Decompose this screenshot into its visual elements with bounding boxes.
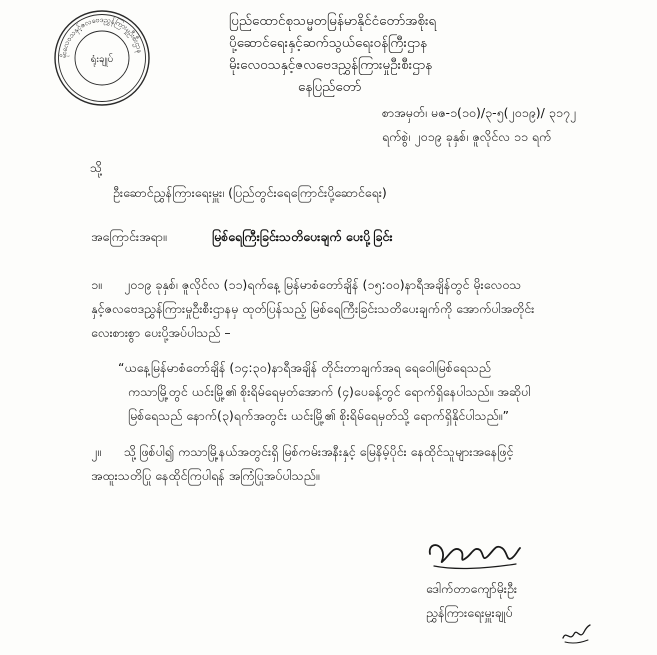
to-label: သို့	[90, 160, 103, 175]
seal-center-text: ရုံးချုပ်	[90, 54, 114, 65]
letterhead-government: ပြည်ထောင်စုသမ္မတမြန်မာနိုင်ငံတော်အစိုးရ	[229, 13, 437, 29]
quote-line-1: “ယနေ့မြန်မာစံတော်ချိန် (၁၄:၃၀)နာရီအချိန် တိုင်းတာချက်အရ ရေဝေါ၊မြစ်ရေသည်	[118, 360, 491, 375]
letterhead-department: မိုးလေဝသနှင့်ဇလဗေဒညွှန်ကြားမှုဦးစီးဌာန	[229, 57, 433, 73]
subject-label: အကြောင်းအရာ။	[91, 229, 167, 244]
quote-line-3: မြစ်ရေသည် နောက်(၃)ရက်အတွင်း ယင်းမြို့၏ စိုးရိမ်ရေမှတ်သို့ ရောက်ရှိနိုင်ပါသည်။”	[128, 408, 509, 423]
signatory-name: ဒေါက်တာကျော်မိုးဦး	[426, 581, 518, 596]
signatory-title: ညွှန်ကြားရေးမှူးချုပ်	[426, 605, 513, 620]
recipient: ဦးဆောင်ညွှန်ကြားရေးမှူး၊ (ပြည်တွင်းရေကြောင်းပို့ဆောင်ရေး)	[113, 185, 387, 200]
paragraph-2-line-2: အထူးသတိပြု နေထိုင်ကြပါရန် အကြံပြုအပ်ပါသည်။	[91, 468, 320, 483]
paragraph-1-line-1: ၂၀၁၉ ခုနှစ်၊ ဇူလိုင်လ (၁၁)ရက်နေ့ မြန်မာစံတော်ချိန် (၁၅:၀၀)နာရီအချိန်တွင် မိုးလေဝသ	[124, 277, 522, 292]
department-seal-icon	[52, 8, 152, 108]
quote-line-2: ကသာမြို့တွင် ယင်းမြို့၏ စိုးရိမ်ရေမှတ်အောက် (၄)ပေခန့်တွင် ရောက်ရှိနေပါသည်။ အဆိုပါ	[128, 384, 531, 399]
letterhead-city: နေပြည်တော်	[298, 79, 362, 95]
paragraph-1-number: ၁။	[91, 277, 102, 292]
paragraph-2-line-1: သို့ဖြစ်ပါ၍ ကသာမြို့နယ်အတွင်းရှိ မြစ်ကမ်းအနီးနှင့် မြေနိမ့်ပိုင်း နေထိုင်သူများအနေဖြင့်	[124, 444, 514, 459]
subject-text: မြစ်ရေကြီးခြင်းသတိပေးချက် ပေးပို့ခြင်း	[212, 229, 393, 244]
letter-date: ရက်စွဲ၊ ၂၀၁၉ ခုနှစ်၊ ဇူလိုင်လ ၁၁ ရက်	[382, 129, 552, 144]
letter-number: စာအမှတ်၊ မဇ-၁(၁၀)/၃-၅(၂၀၁၉)/ ၃၁၇၂	[382, 105, 577, 120]
paragraph-1-line-3: လေးစားစွာ ပေးပို့အပ်ပါသည် –	[91, 325, 231, 340]
initial-mark-icon	[560, 622, 592, 646]
seal-ring-text: မိုးလေဝသနှင့်ဇလဗေဒညွှန်ကြားမှုဦးစီးဌာန	[58, 14, 145, 59]
paragraph-2-number: ၂။	[91, 444, 101, 459]
signature-icon	[424, 536, 524, 576]
paragraph-1-line-2: နှင့်ဇလဗေဒညွှန်ကြားမှုဦးစီးဌာနမှ ထုတ်ပြန်သည့် မြစ်ရေကြီးခြင်းသတိပေးချက်ကို အောက်ပါအတိုင်း	[91, 301, 535, 316]
letterhead-ministry: ပို့ဆောင်ရေးနှင့်ဆက်သွယ်ရေးဝန်ကြီးဌာန	[229, 35, 427, 51]
